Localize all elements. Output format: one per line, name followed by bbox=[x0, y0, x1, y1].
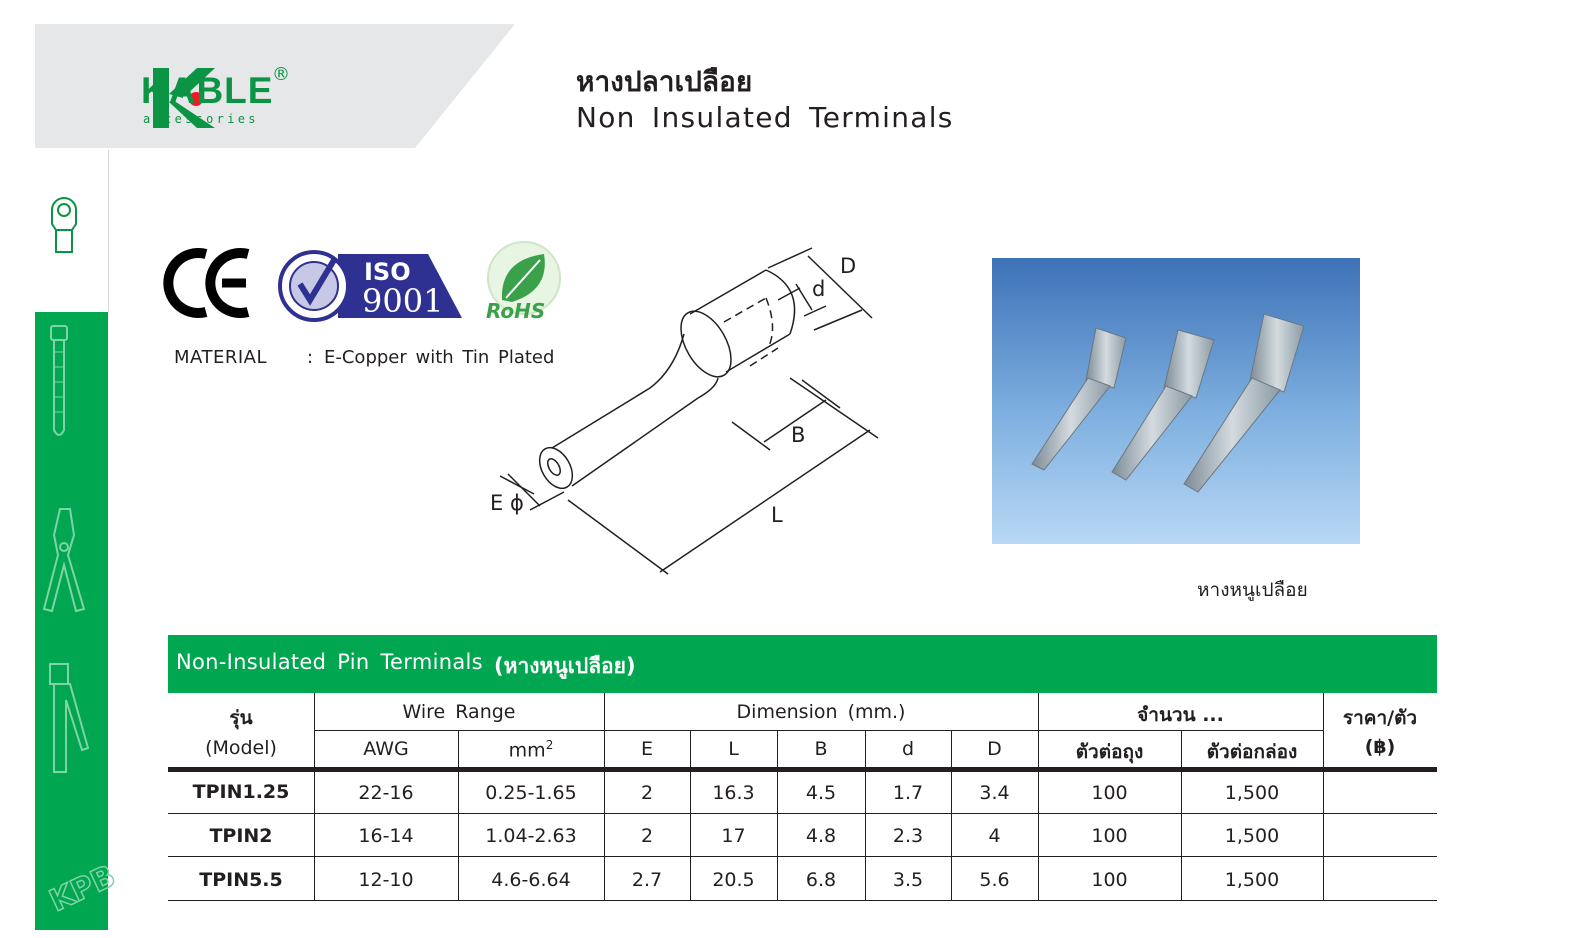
cell-big-d: 3.4 bbox=[979, 782, 1010, 804]
dim-label-B: B bbox=[791, 423, 806, 447]
material-colon: : bbox=[307, 347, 314, 368]
product-photo bbox=[992, 258, 1360, 544]
pin-terminal-drawing bbox=[488, 238, 898, 583]
cell-small-d: 2.3 bbox=[892, 825, 924, 847]
cell-awg: 16-14 bbox=[358, 825, 414, 847]
iso-9001-logo-icon bbox=[278, 246, 464, 324]
table-title: Non-Insulated Pin Terminals bbox=[176, 650, 483, 674]
registered-mark: ® bbox=[272, 64, 290, 85]
header-mm2-text: mm bbox=[508, 739, 546, 762]
cell-l: 16.3 bbox=[712, 782, 755, 804]
header-price-unit: (฿) bbox=[1364, 736, 1396, 758]
cell-per-box: 1,500 bbox=[1224, 782, 1280, 804]
header-rule bbox=[168, 767, 1437, 772]
header-b: B bbox=[814, 738, 828, 760]
cell-awg: 12-10 bbox=[358, 869, 414, 891]
row-divider bbox=[314, 730, 1323, 731]
header-l: L bbox=[728, 738, 739, 760]
row-divider bbox=[168, 813, 1437, 814]
cell-per-box: 1,500 bbox=[1224, 869, 1280, 891]
cell-e: 2 bbox=[640, 782, 654, 804]
header-per-bag: ตัวต่อถุง bbox=[1075, 741, 1144, 763]
cell-per-bag: 100 bbox=[1091, 825, 1128, 847]
cell-b: 4.8 bbox=[805, 825, 837, 847]
svg-text:ISO: ISO bbox=[364, 258, 411, 286]
cutter-tool-icon bbox=[42, 660, 92, 780]
brand-tagline: accessories bbox=[143, 112, 259, 126]
header-model-en: (Model) bbox=[205, 737, 277, 759]
header-per-box: ตัวต่อกล่อง bbox=[1206, 741, 1298, 763]
cell-l: 20.5 bbox=[712, 869, 755, 891]
ring-terminal-icon bbox=[44, 194, 84, 258]
photo-caption: หางหนูเปลือย bbox=[1197, 579, 1308, 601]
ce-mark-icon bbox=[170, 248, 254, 318]
cell-b: 6.8 bbox=[805, 869, 837, 891]
cell-e: 2.7 bbox=[631, 869, 663, 891]
row-divider bbox=[168, 900, 1437, 901]
header-price: ราคา/ตัว bbox=[1342, 707, 1418, 729]
cell-small-d: 3.5 bbox=[892, 869, 924, 891]
crimping-plier-icon bbox=[40, 505, 90, 615]
dim-label-d: d bbox=[812, 277, 826, 301]
header-mm2-sup: 2 bbox=[545, 738, 554, 752]
header-dimension: Dimension (mm.) bbox=[736, 701, 906, 723]
cell-small-d: 1.7 bbox=[892, 782, 924, 804]
material-value: E-Copper with Tin Plated bbox=[324, 347, 555, 368]
svg-text:RoHS: RoHS bbox=[486, 299, 546, 323]
cable-tie-icon bbox=[44, 322, 74, 442]
dim-label-L: L bbox=[771, 503, 783, 527]
header-quantity: จำนวน ... bbox=[1137, 704, 1224, 726]
cell-big-d: 5.6 bbox=[979, 869, 1010, 891]
page-title-english: Non Insulated Terminals bbox=[576, 101, 954, 134]
page-title-thai: หางปลาเปลือย bbox=[576, 65, 753, 98]
svg-text:9001: 9001 bbox=[362, 282, 444, 320]
material-label: MATERIAL bbox=[174, 347, 267, 368]
kpb-badge-icon bbox=[38, 850, 121, 920]
svg-text:KPB: KPB bbox=[44, 858, 121, 920]
header-wire-range: Wire Range bbox=[402, 701, 516, 723]
cell-model: TPIN1.25 bbox=[192, 781, 290, 803]
cell-per-bag: 100 bbox=[1091, 869, 1128, 891]
header-awg: AWG bbox=[363, 738, 409, 760]
cell-model: TPIN2 bbox=[209, 825, 273, 847]
dim-label-D: D bbox=[840, 254, 857, 278]
header-e: E bbox=[640, 738, 653, 760]
header-mm2 bbox=[458, 738, 604, 761]
cell-b: 4.5 bbox=[805, 782, 837, 804]
table-title-thai: (หางหนูเปลือย) bbox=[494, 654, 636, 678]
sidebar-divider bbox=[108, 150, 109, 312]
cell-per-box: 1,500 bbox=[1224, 825, 1280, 847]
cell-e: 2 bbox=[640, 825, 654, 847]
dim-label-E: E ϕ bbox=[490, 491, 524, 515]
header-small-d: d bbox=[901, 738, 915, 760]
row-divider bbox=[168, 856, 1437, 857]
header-big-d: D bbox=[987, 738, 1002, 760]
cell-l: 17 bbox=[721, 825, 746, 847]
cell-big-d: 4 bbox=[988, 825, 1001, 847]
brand-name: KABLE bbox=[141, 70, 274, 111]
cell-mm2: 4.6-6.64 bbox=[491, 869, 571, 891]
cell-mm2: 0.25-1.65 bbox=[485, 782, 577, 804]
cell-model: TPIN5.5 bbox=[199, 869, 283, 891]
header-model-thai: รุ่น bbox=[229, 707, 253, 729]
cell-mm2: 1.04-2.63 bbox=[485, 825, 577, 847]
cell-per-bag: 100 bbox=[1091, 782, 1128, 804]
cell-awg: 22-16 bbox=[358, 782, 414, 804]
